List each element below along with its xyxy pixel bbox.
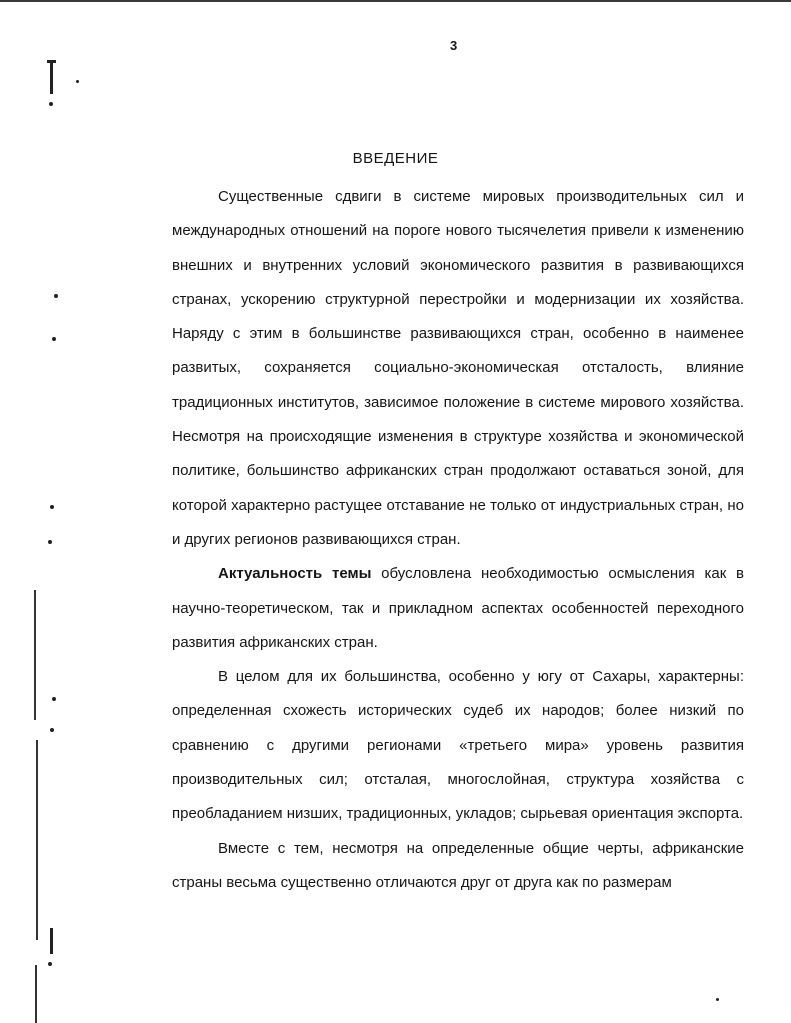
- paragraph: [172, 557, 744, 660]
- paragraph-text: В целом для их большинства, особенно у югу от Сахары, характерны: определенная схожесть исторических судеб их народов; более низкий по сравнению с другими регионами «третьего мира» уровень развития производительных сил; отсталая, многослойная, структура хозяйства с преобладанием низших, традиционных, укладов; сырьевая ориентация экспорта.: [172, 668, 744, 823]
- paragraph: [172, 832, 744, 901]
- body-text: [172, 180, 744, 900]
- paragraph-bold-lead: Актуальность темы: [218, 565, 372, 583]
- page-number: 3: [450, 38, 458, 53]
- paragraph-text: Существенные сдвиги в системе мировых производительных сил и международных отношений на пороге нового тысячелетия привели к изменению внешних и внутренних условий экономического развития в развивающихся странах, ускорению структурной перестройки и модернизации их хозяйства. Наряду с этим в большинстве развивающихся стран, особенно в наименее развитых, сохраняется социально-экономическая отсталость, влияние традиционных институтов, зависимое положение в системе мирового хозяйства. Несмотря на происходящие изменения в структуре хозяйства и экономической политике, большинство африканских стран продолжают оставаться зоной, для которой характерно растущее отставание не только от индустриальных стран, но и других регионов развивающихся стран.: [172, 188, 744, 548]
- paragraph: [172, 180, 744, 557]
- scan-top-edge: [0, 0, 791, 2]
- paragraph: [172, 660, 744, 831]
- paragraph-text: обусловлена необходимостью осмысления как в научно-теоретическом, так и прикладном аспектах особенностей переходного развития африканских стран.: [172, 565, 745, 651]
- section-heading: ВВЕДЕНИЕ: [352, 150, 439, 167]
- paragraph-text: Вместе с тем, несмотря на определенные общие черты, африканские страны весьма существенно отличаются друг от друга как по размерам: [172, 839, 744, 891]
